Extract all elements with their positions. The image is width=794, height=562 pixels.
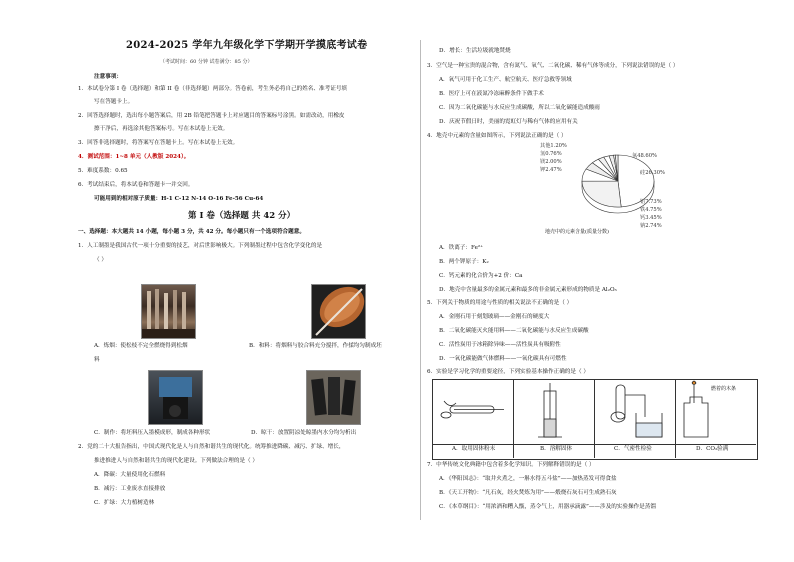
q6-apparatus-drawings [432,379,756,444]
apparatus-c [611,385,662,437]
q6-d-label: 燃着的木条 [711,386,737,392]
drying-photo [306,370,361,425]
q6-option-c: C．气密性检验 [614,446,652,452]
pie-label-4: 铁4.75% [640,207,662,213]
q6-stem: 6．实验是学习化学的重要途径，下列实验基本操作正确的是（ ） [427,369,589,375]
q3-option-b: B．医疗上可在液氮冷冻麻醉条件下做手术 [439,91,544,97]
note-line-3: 2．回答选择题时，选出每小题答案后，用 2B 铅笔把答题卡上对应题目的答案标号涂黑。如需改动，用橡皮 [78,113,345,119]
q1-option-a: A．炼烟：使松枝不完全燃烧得到松烟 [94,343,188,349]
q6-option-b: B．溶解固体 [540,446,573,452]
q5-option-d: D．一氧化碳能做气体燃料——一氧化碳具有可燃性 [439,356,567,362]
q6-option-a: A．取用固体粉末 [452,446,496,452]
q4-option-a: A．铁离子：Fe²⁺ [439,245,484,251]
pie-label-3: 铝7.73% [640,199,662,205]
q3-option-a: A．氧气可用于化工生产、航空航天、医疗急救等领域 [439,77,572,83]
q1-option-b: B．和料：将烟料与胶合料充分搅拌，作揉均匀制成坯 [249,343,382,349]
q4-option-d: D．地壳中含量最多的金属元素和最多的非金属元素形成的物质是 Al₂O₃ [439,287,617,293]
q2-option-d: D．增长：生活垃圾就地焚烧 [439,48,511,54]
q3-stem: 3．空气是一种宝贵的混合物，含有氮气、氧气、二氧化碳、稀有气体等成分，下列说法错误的是（ ） [427,63,679,69]
note-line-6 [78,154,189,161]
q7-option-a: A．《华阳国志》：“取井火煮之，一斛水得五斗盐”——加热蒸发可得食盐 [439,476,617,482]
q2-stem-line-2: 推进推进人与自然和谐共生的现代化建设。下列做法合理的是（ ） [94,458,258,464]
q2-stem-line-1: 2．党的二十大报告指出，中国式现代化是人与自然和谐共生的现代化。统筹推进降碳、减污、扩绿、增长， [78,444,345,450]
note-line-8: 6．考试结束后，将本试卷和答题卡一并交回。 [78,182,194,188]
molding-illustration [149,371,202,424]
note-line-7: 5．难度系数：0.65 [78,168,128,174]
q2-option-a: A．降碳：大量使用化石燃料 [94,472,166,478]
q2-option-b: B．减污：工业废水直接排放 [94,486,166,492]
note-line-4: 擦干净后，再选涂其他答案标号。写在本试卷上无效。 [94,126,229,132]
note-line-2: 写在答题卡上。 [94,99,134,105]
q7-option-b: B．《天工开物》：“凡石灰，经火焚炼为用”——煅烧石灰石可生成熟石灰 [439,490,617,496]
molding-photo [148,370,203,425]
drying-illustration [307,371,360,424]
smoke-kiln-photo [141,284,196,339]
mixing-illustration [312,285,365,338]
atomic-masses: 可能用到的相对原子质量：H-1 C-12 N-14 O-16 Fe-56 Cu-64 [94,196,264,202]
q5-option-b: B．二氧化碳能灭火能用料——二氧化碳能与水反应生成碳酸 [439,328,589,334]
apparatus-d [684,381,708,437]
section-title: 第 I 卷（选择题 共 42 分） [188,211,296,221]
note-line-5: 3．回答非选择题时，将答案写在答题卡上。写在本试卷上无效。 [78,140,239,146]
q5-option-c: C．活性炭用于冰箱除异味——活性炭具有吸附性 [439,342,561,348]
pie-label-1: 氧48.60% [632,153,657,159]
q4-option-b: B．两个钾原子：K₂ [439,259,489,265]
q4-option-c: C．钙元素的化合价为+2 价：Ca [439,273,523,279]
apparatus-b [538,383,562,437]
q1-paren: （ ） [94,257,107,263]
pie-label-7: 钾2.47% [540,167,562,173]
pie-slice-2 [582,181,621,207]
q4-stem: 4．地壳中元素的含量如图所示，下列说法正确的是（ ） [427,133,567,139]
pie-label-8: 镁2.00% [540,159,562,165]
crust-element-pie-chart [540,141,690,241]
q1-option-d: D．晾干：放置阴凉处晾墨内水分均匀析出 [251,430,357,436]
q3-option-d: D．庆祝节假日时，美丽的霓虹灯与稀有气体的应用有关 [439,119,578,125]
pie-label-5: 钙3.45% [640,215,662,221]
q1-stem: 1．人工制墨是我国古代一项十分重要的技艺，对后世影响极大。下列制墨过程中包含化学变化的是 [78,243,323,249]
q7-option-c: C．《本草纲目》：“用浓酒和糟入甑，蒸令气上，用器承滴露”——涉及的实验操作是蒸馏 [439,504,656,510]
pie-label-2: 硅26.30% [640,170,665,176]
pie-label-10: 其他1.20% [540,143,567,149]
exam-info: （考试时间：60 分钟 试卷满分：85 分） [160,59,253,65]
q2-option-c: C．扩绿：大力植树造林 [94,500,155,506]
section-intro: 一、选择题：本大题共 14 小题，每小题 3 分，共 42 分。每小题只有一个选项符合题意。 [78,229,305,235]
note-line-1: 1．本试卷分第 I 卷（选择题）和第 II 卷（非选择题）两部分。答卷前，考生务必将自己的姓名、准考证号填 [78,86,348,92]
column-divider [420,40,421,520]
smoke-kiln-illustration [142,285,195,338]
q6-option-d: D．CO₂验满 [696,446,729,452]
note-scope: 4．测试范围：1~8 单元（人教版 2024）。 [78,154,190,160]
pie-label-6: 钠2.74% [640,223,662,229]
notes-heading: 注意事项： [94,74,122,80]
q5-stem: 5．下列关于物质的用途与性质的相关说法不正确的是（ ） [427,300,573,306]
apparatus-a [441,401,504,418]
q3-option-c: C．因为二氧化碳能与水反应生成碳酸，所以二氧化碳能造成酸雨 [439,105,600,111]
page-title: 2024-2025 学年九年级化学下学期开学摸底考试卷 [126,40,368,51]
q1-option-c: C．制作：将坯料压入墨模成形，制成各种形状 [94,430,211,436]
pie-caption: 地壳中的元素含量(质量分数) [545,229,609,235]
q1-option-b-cont: 料 [94,357,100,363]
q5-option-a: A．金刚石用于刻划玻璃——金刚石的硬度大 [439,314,550,320]
mixing-photo [311,284,366,339]
pie-label-9: 氢0.76% [540,151,562,157]
q7-stem: 7．中华传统文化典籍中包含着多化学知识。下列解释错误的是（ ） [427,462,595,468]
